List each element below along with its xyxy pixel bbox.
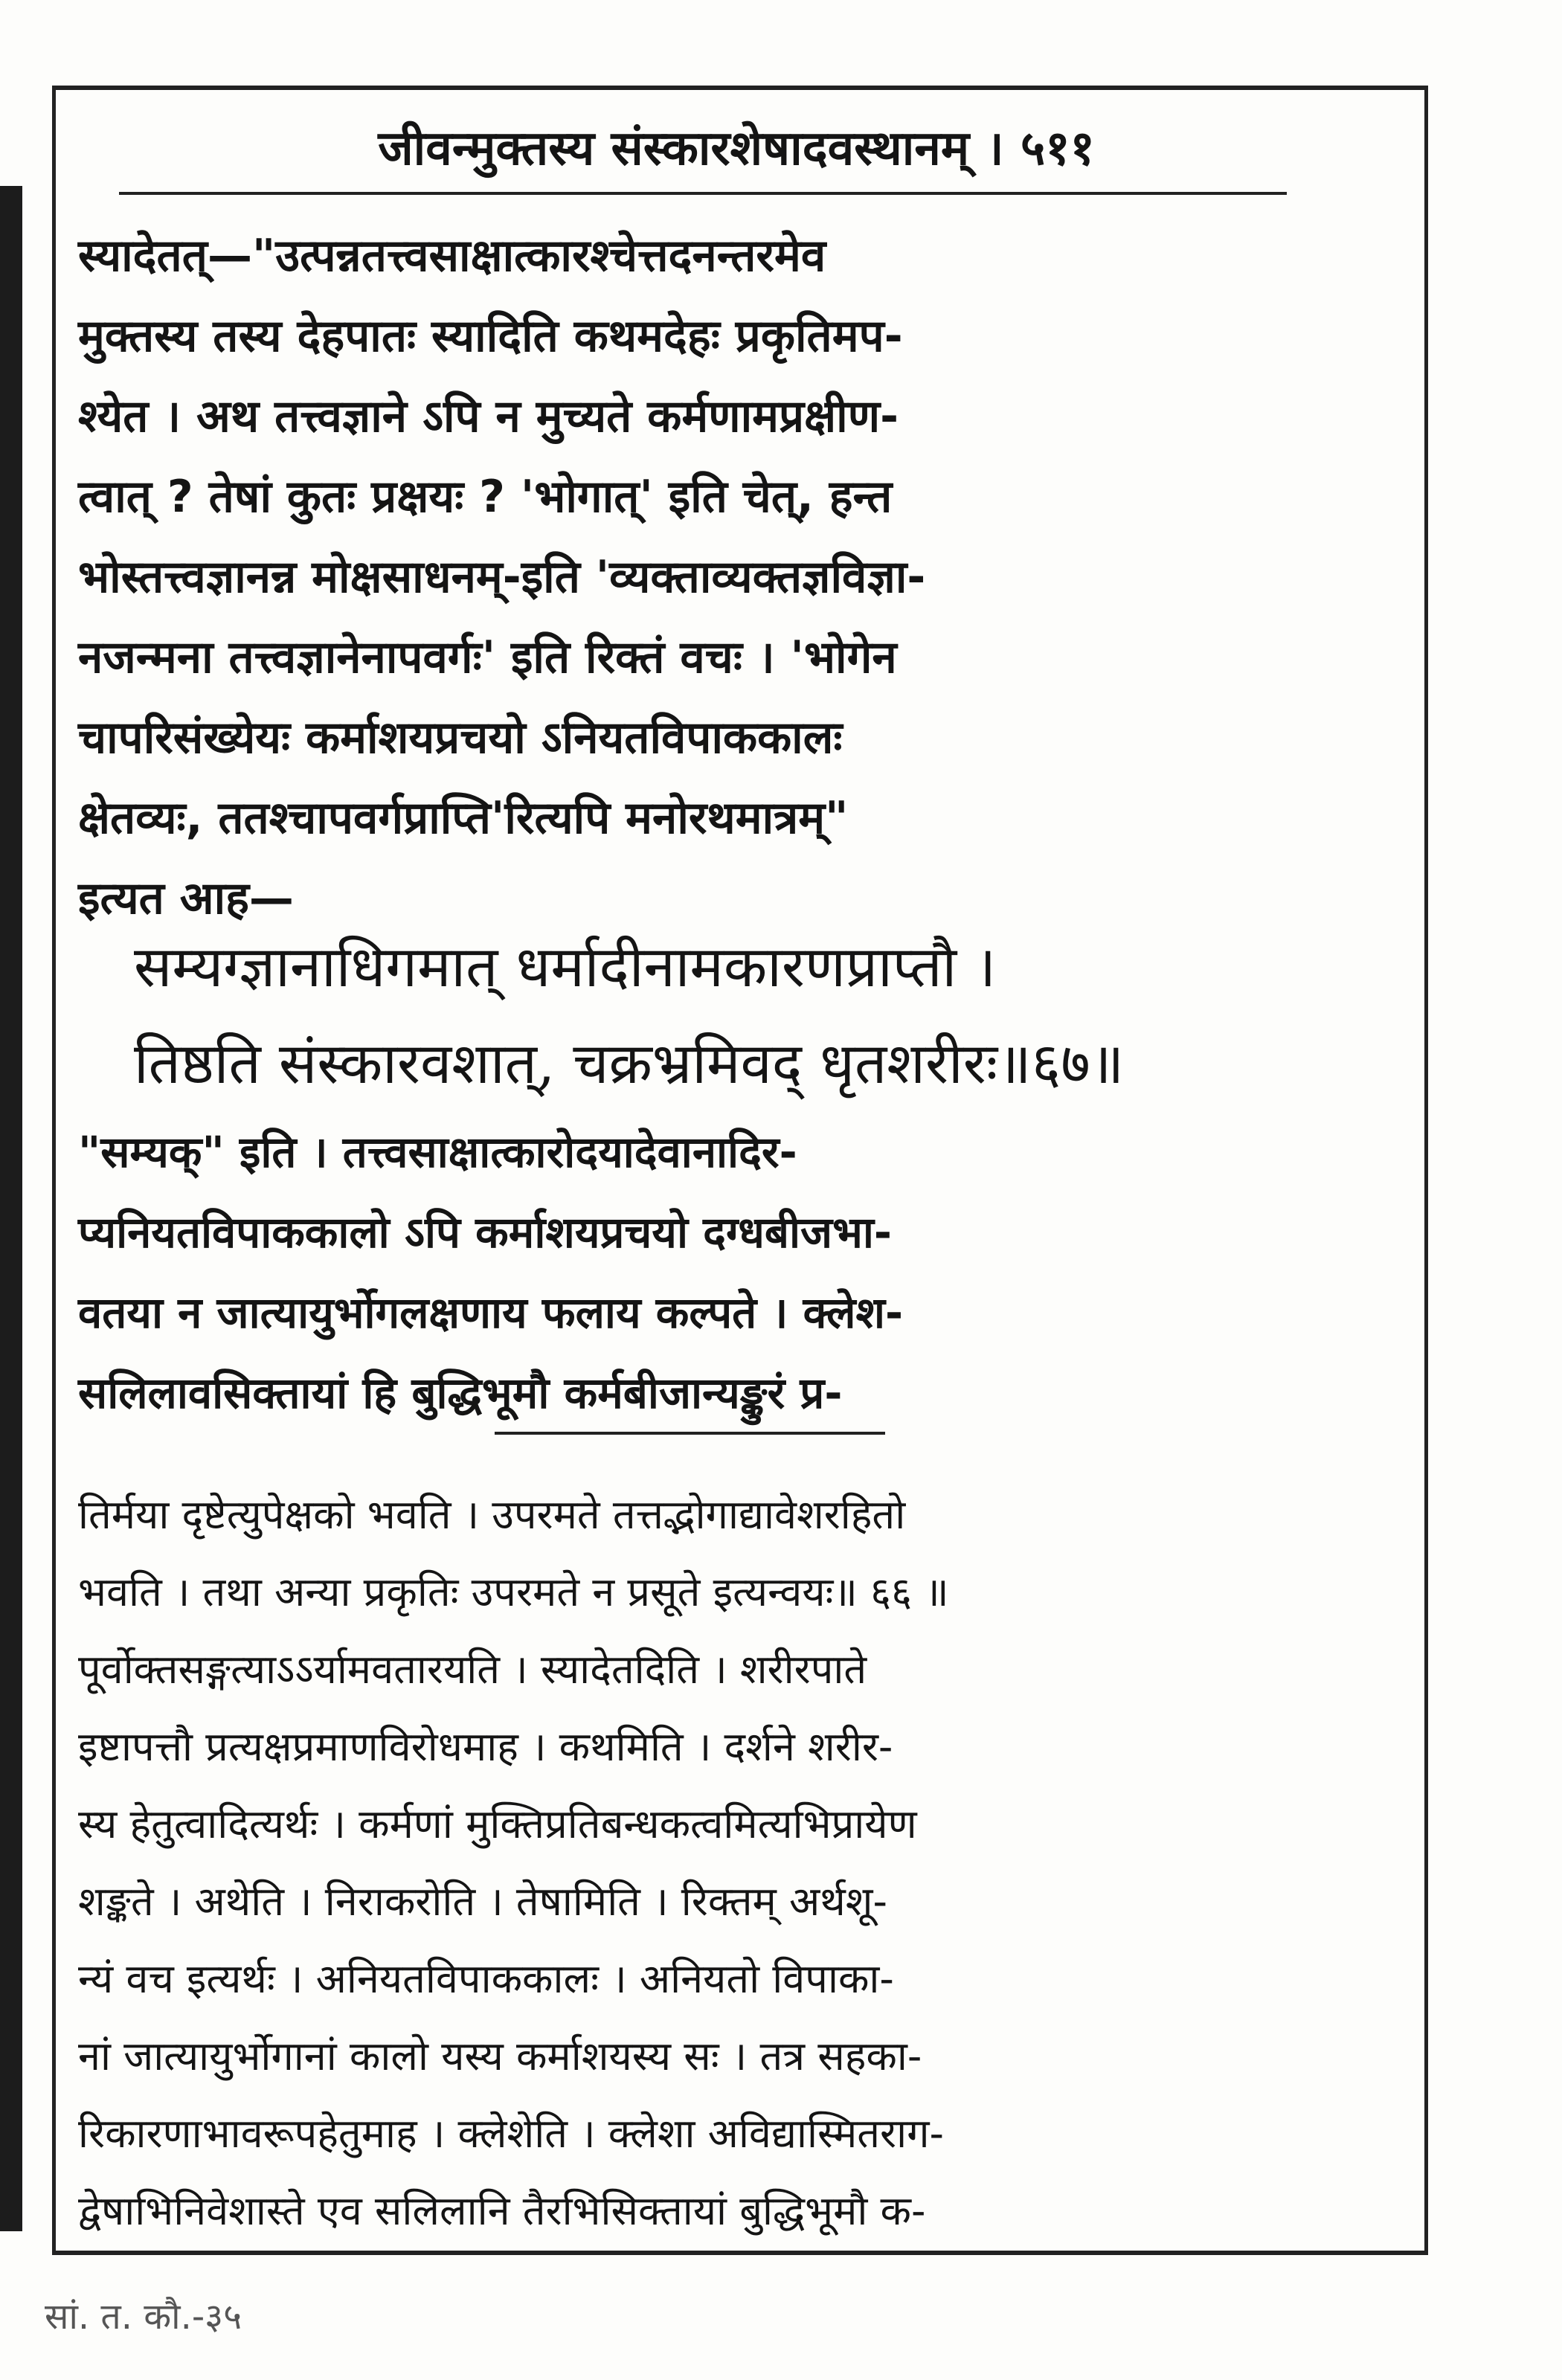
- karika-verse: सम्यग्ज्ञानाधिगमात् धर्मादीनामकारणप्राप्तौ । तिष्ठति संस्कारवशात्, चक्रभ्रमिवद् धृतशरीरः॥६७॥: [134, 933, 1125, 1096]
- commentary-text: स्यादेतत्—"उत्पन्नतत्त्वसाक्षात्कारश्चेत्तदनन्तरमेव मुक्तस्य तस्य देहपातः स्यादिति कथमदेहः प्रकृतिमप- श्येत । अथ तत्त्वज्ञाने ऽपि न मुच्यते कर्मणामप्रक्षीण- त्वात् ? तेषां कुतः प्रक्षयः ? 'भोगात्' इति चेत्, हन्त भोस्तत्त्वज्ञानन्न मोक्षसाधनम्-इति 'व्यक्ताव्यक्तज्ञविज्ञा- नजन्मना तत्त्वज्ञानेनापवर्गः' इति रिक्तं वचः । 'भोगेन चापरिसंख्येयः कर्माशयप्रचयो ऽनियतविपाककालः क्षेतव्यः, ततश्चापवर्गप्राप्ति'रित्यपि मनोरथमात्रम्" इत्यत आह—: [78, 230, 926, 924]
- running-head: जीवन्मुक्तस्य संस्कारशेषादवस्थानम् । ५११: [378, 121, 1095, 176]
- header-rule: [119, 192, 1287, 195]
- footnote-text: तिर्मया दृष्टेत्युपेक्षको भवति । उपरमते तत्तद्भोगाद्यावेशरहितो भवति । तथा अन्या प्रकृतिः उपरमते न प्रसूते इत्यन्वयः॥ ६६ ॥ पूर्वोक्तसङ्गत्याऽऽर्यामवतारयति । स्यादेतदिति । शरीरपाते इष्टापत्तौ प्रत्यक्षप्रमाणविरोधमाह । कथमिति । दर्शने शरीर- स्य हेतुत्वादित्यर्थः । कर्मणां मुक्तिप्रतिबन्धकत्वमित्यभिप्रायेण शङ्कते । अथेति । निराकरोति । तेषामिति । रिक्तम् अर्थशू- न्यं वच इत्यर्थः । अनियतविपाककालः । अनियतो विपाका- नां जात्यायुर्भोगानां कालो यस्य कर्माशयस्य सः । तत्र सहका- रिकारणाभावरूपहेतुमाह । क्लेशेति । क्लेशा अविद्यास्मितराग- द्वेषाभिनिवेशास्ते एव सलिलानि तैरभिसिक्तायां बुद्धिभूमौ क-: [78, 1491, 949, 2234]
- signature-mark: सां. त. कौ.-३५: [45, 2296, 242, 2338]
- commentary-continuation: "सम्यक्" इति । तत्त्वसाक्षात्कारोदयादेवानादिर- प्यनियतविपाककालो ऽपि कर्माशयप्रचयो दग्धबीजभा- वतया न जात्यायुर्भोगलक्षणाय फलाय कल्पते । क्लेश- सलिलावसिक्तायां हि बुद्धिभूमौ कर्मबीजान्यङ्कुरं प्र-: [78, 1127, 904, 1418]
- scan-edge-shadow: [0, 186, 22, 2231]
- footnote-rule: [495, 1432, 885, 1435]
